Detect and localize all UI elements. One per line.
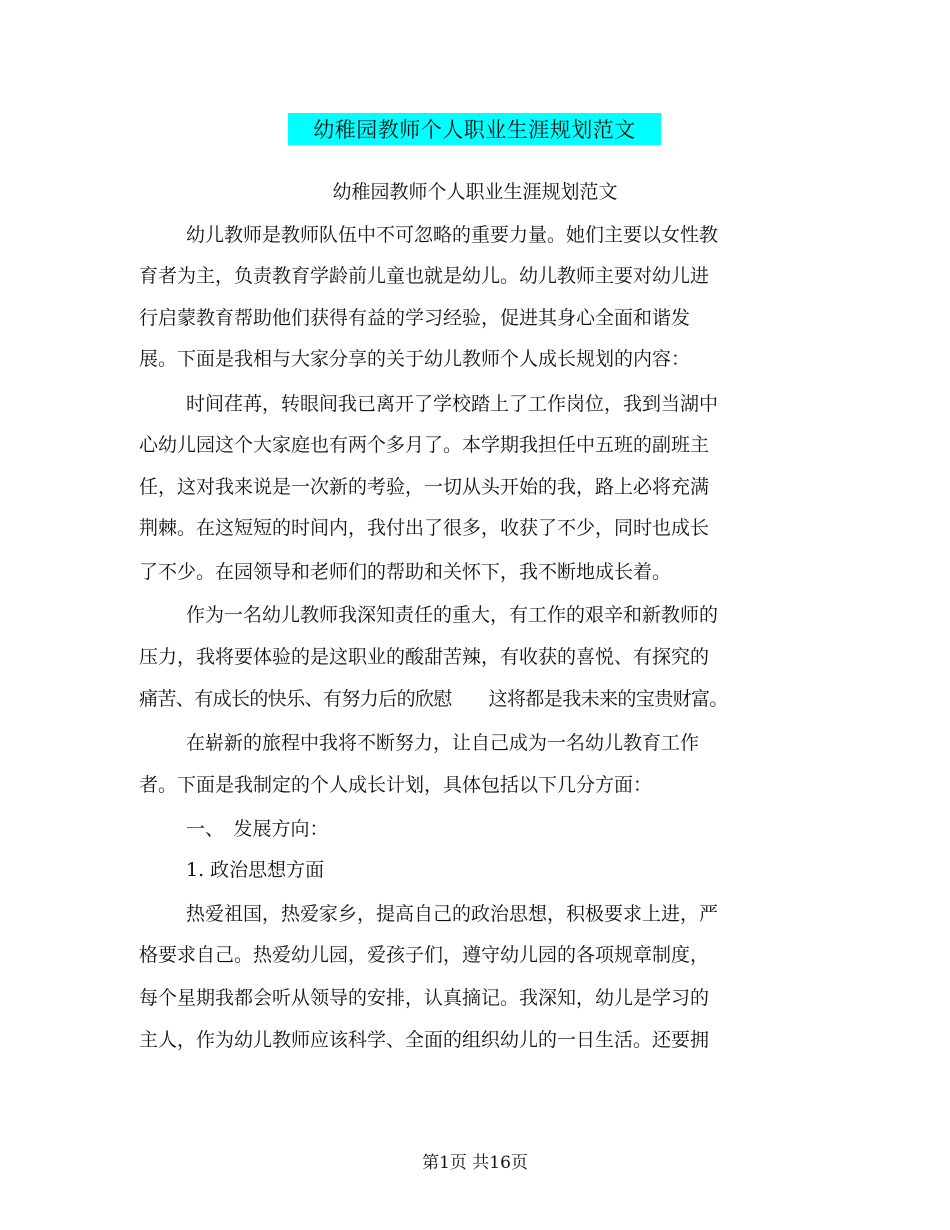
paragraph-line: 幼儿教师是教师队伍中不可忽略的重要力量。她们主要以女性教 bbox=[186, 224, 719, 246]
paragraph-line: 荆棘。在这短短的时间内，我付出了很多，收获了不少，同时也成长 bbox=[139, 517, 710, 539]
paragraph-line: 痛苦、有成长的快乐、有努力后的欣慰 这将都是我未来的宝贵财富。 bbox=[139, 688, 728, 710]
paragraph-line: 了不少。在园领导和老师们的帮助和关怀下，我不断地成长着。 bbox=[139, 561, 672, 583]
paragraph-line: 格要求自己。热爱幼儿园，爱孩子们，遵守幼儿园的各项规章制度， bbox=[139, 944, 710, 966]
footer-suffix: 页 bbox=[510, 1153, 528, 1173]
paragraph-line: 行启蒙教育帮助他们获得有益的学习经验，促进其身心全面和谐发 bbox=[139, 307, 691, 329]
highlighted-title-bar bbox=[288, 113, 661, 145]
paragraph-line: 时间荏苒，转眼间我已离开了学校踏上了工作岗位，我到当湖中 bbox=[186, 393, 719, 415]
paragraph-line: 心幼儿园这个大家庭也有两个多月了。本学期我担任中五班的副班主 bbox=[139, 434, 710, 456]
paragraph-line: 者。下面是我制定的个人成长计划，具体包括以下几分方面： bbox=[139, 774, 653, 796]
footer-prefix: 第 bbox=[422, 1153, 440, 1173]
paragraph-line: 热爱祖国，热爱家乡，提高自己的政治思想，积极要求上进，严 bbox=[186, 903, 719, 925]
footer-total-pages: 16 bbox=[489, 1153, 511, 1173]
footer-page-number: 1 bbox=[439, 1153, 450, 1173]
document-title: 幼稚园教师个人职业生涯规划范文 bbox=[313, 118, 636, 142]
document-subtitle: 幼稚园教师个人职业生涯规划范文 bbox=[332, 181, 618, 203]
subsection-heading: 1. 政治思想方面 bbox=[186, 859, 325, 881]
paragraph-line: 每个星期我都会听从领导的安排，认真摘记。我深知，幼儿是学习的 bbox=[139, 987, 710, 1009]
paragraph-line: 在崭新的旅程中我将不断努力，让自己成为一名幼儿教育工作 bbox=[186, 732, 700, 754]
paragraph-line: 主人，作为幼儿教师应该科学、全面的组织幼儿的一日生活。还要拥 bbox=[139, 1029, 710, 1051]
paragraph-line: 压力，我将要体验的是这职业的酸甜苦辣，有收获的喜悦、有探究的 bbox=[139, 646, 710, 668]
section-heading: 一、 发展方向： bbox=[186, 818, 329, 840]
paragraph-line: 育者为主，负责教育学龄前儿童也就是幼儿。幼儿教师主要对幼儿进 bbox=[139, 265, 710, 287]
footer-middle: 页 共 bbox=[449, 1153, 490, 1173]
paragraph-line: 展。下面是我相与大家分享的关于幼儿教师个人成长规划的内容： bbox=[139, 348, 691, 370]
page-footer bbox=[0, 1151, 950, 1175]
paragraph-line: 任，这对我来说是一次新的考验，一切从头开始的我，路上必将充满 bbox=[139, 476, 710, 498]
paragraph-line: 作为一名幼儿教师我深知责任的重大，有工作的艰辛和新教师的 bbox=[186, 604, 719, 626]
